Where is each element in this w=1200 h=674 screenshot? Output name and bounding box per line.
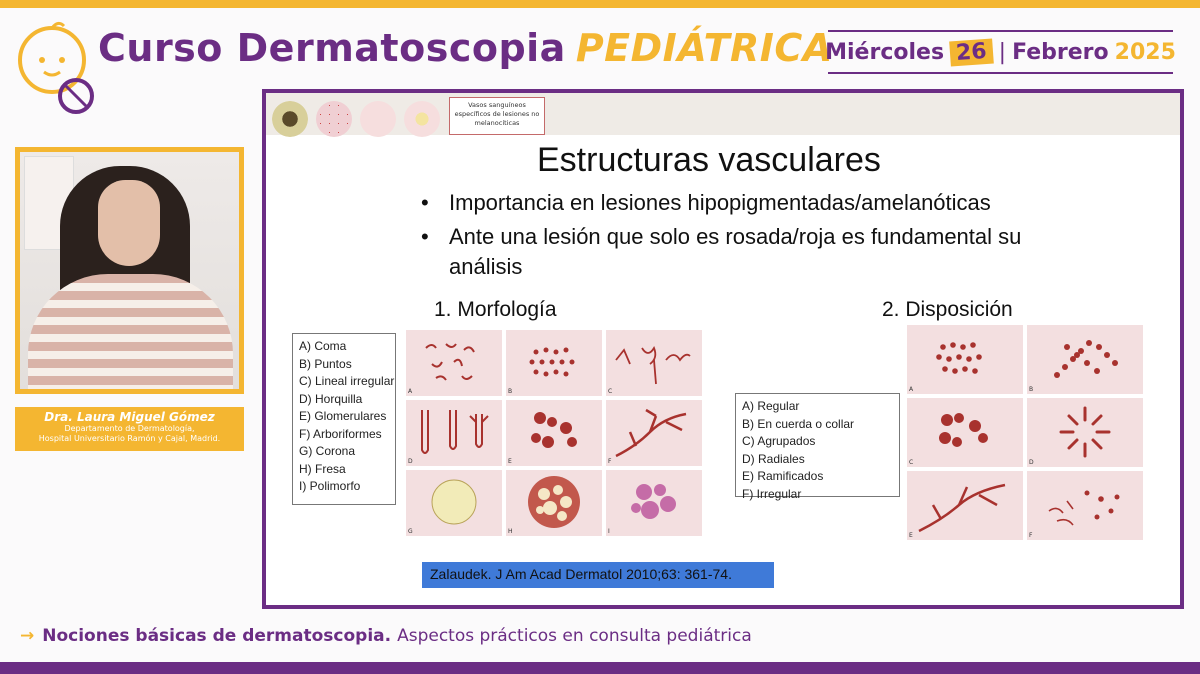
morphology-heading: 1. Morfología — [434, 298, 557, 321]
slide-title: Estructuras vasculares — [537, 141, 881, 179]
morphology-image-hairpin: D — [406, 400, 502, 466]
top-accent-bar — [0, 0, 1200, 8]
morphology-image-glomerular: E — [506, 400, 602, 466]
disposition-legend — [735, 393, 900, 501]
footer-arrow-icon: → — [20, 626, 35, 646]
bullet-item: • Importancia en lesiones hipopigmentadas/amelanóticas — [421, 190, 991, 215]
date-weekday: Miércoles — [825, 39, 945, 65]
date-year: 2025 — [1114, 39, 1176, 65]
morphology-legend-item: F) Arboriformes — [299, 426, 382, 441]
course-title-accent: PEDIÁTRICA — [575, 26, 833, 70]
morphology-legend-item: A) Coma — [299, 339, 347, 353]
disposition-image-regular: A — [907, 325, 1023, 394]
bullet-item: • Ante una lesión que solo es rosada/roja es fundamental su análisis — [421, 224, 1022, 279]
disposition-heading: 2. Disposición — [882, 298, 1013, 321]
morphology-image-polymorphous: I — [606, 470, 702, 536]
disposition-image-grid — [907, 325, 1143, 540]
morphology-legend — [292, 333, 396, 505]
thumbnail-radial-icon — [404, 101, 440, 137]
speaker-name: Dra. Laura Miguel Gómez — [44, 410, 215, 424]
morphology-image-linear: C — [606, 330, 702, 396]
thumbnail-caption: Vasos sanguíneos específicos de lesiones no melanocíticas — [449, 97, 545, 135]
morphology-image-strawberry: H — [506, 470, 602, 536]
morphology-image-dots: B — [506, 330, 602, 396]
date-day: 26 — [949, 38, 993, 66]
bottom-accent-bar — [0, 662, 1200, 674]
course-title — [98, 26, 833, 70]
disposition-image-radial: D — [1027, 398, 1143, 467]
morphology-image-crown: G — [406, 470, 502, 536]
slide-header-strip — [266, 93, 1180, 135]
disposition-legend-item: C) Agrupados — [742, 434, 816, 448]
morphology-legend-item: I) Polimorfo — [299, 479, 361, 493]
disposition-legend-item: A) Regular — [742, 399, 800, 413]
disposition-image-string: B — [1027, 325, 1143, 394]
speaker-name-card — [15, 407, 244, 451]
footer-subtitle — [20, 626, 752, 646]
morphology-legend-item: E) Glomerulares — [299, 409, 387, 423]
baby-face-logo-icon — [10, 18, 100, 118]
date-month: Febrero — [1012, 39, 1109, 65]
morphology-legend-item: H) Fresa — [299, 461, 346, 476]
morphology-legend-item: C) Lineal irregular — [299, 374, 395, 388]
morphology-legend-item: G) Corona — [299, 444, 356, 458]
disposition-image-branched: E — [907, 471, 1023, 540]
date-separator: | — [998, 39, 1007, 65]
speaker-webcam — [15, 147, 244, 394]
morphology-legend-item: B) Puntos — [299, 356, 352, 371]
speaker-face — [98, 180, 160, 266]
morphology-image-arborizing: F — [606, 400, 702, 466]
disposition-legend-item: F) Irregular — [742, 486, 802, 501]
thumbnail-lesion-1-icon — [272, 101, 308, 137]
presentation-slide — [262, 89, 1184, 609]
disposition-legend-item: B) En cuerda o collar — [742, 416, 855, 431]
thumbnail-dots-icon — [316, 101, 352, 137]
disposition-image-irregular: F — [1027, 471, 1143, 540]
speaker-affiliation-line2: Hospital Universitario Ramón y Cajal, Madrid. — [38, 434, 221, 443]
footer-bold-text: Nociones básicas de dermatoscopia. — [42, 626, 392, 646]
speaker-sweater — [28, 274, 233, 394]
citation-reference: Zalaudek. J Am Acad Dermatol 2010;63: 361-74. — [422, 562, 774, 588]
slide-bullets — [421, 188, 1069, 286]
disposition-legend-item: D) Radiales — [742, 451, 805, 466]
disposition-legend-item: E) Ramificados — [742, 469, 824, 483]
event-date — [825, 30, 1176, 74]
thumbnail-vessels-icon — [360, 101, 396, 137]
morphology-legend-item: D) Horquilla — [299, 391, 363, 406]
course-title-main: Curso Dermatoscopia — [98, 26, 566, 70]
speaker-affiliation-line1: Departamento de Dermatología, — [64, 424, 195, 433]
morphology-image-grid — [406, 330, 702, 536]
morphology-image-coma: A — [406, 330, 502, 396]
disposition-image-clustered: C — [907, 398, 1023, 467]
footer-light-text: Aspectos prácticos en consulta pediátrica — [397, 626, 752, 646]
